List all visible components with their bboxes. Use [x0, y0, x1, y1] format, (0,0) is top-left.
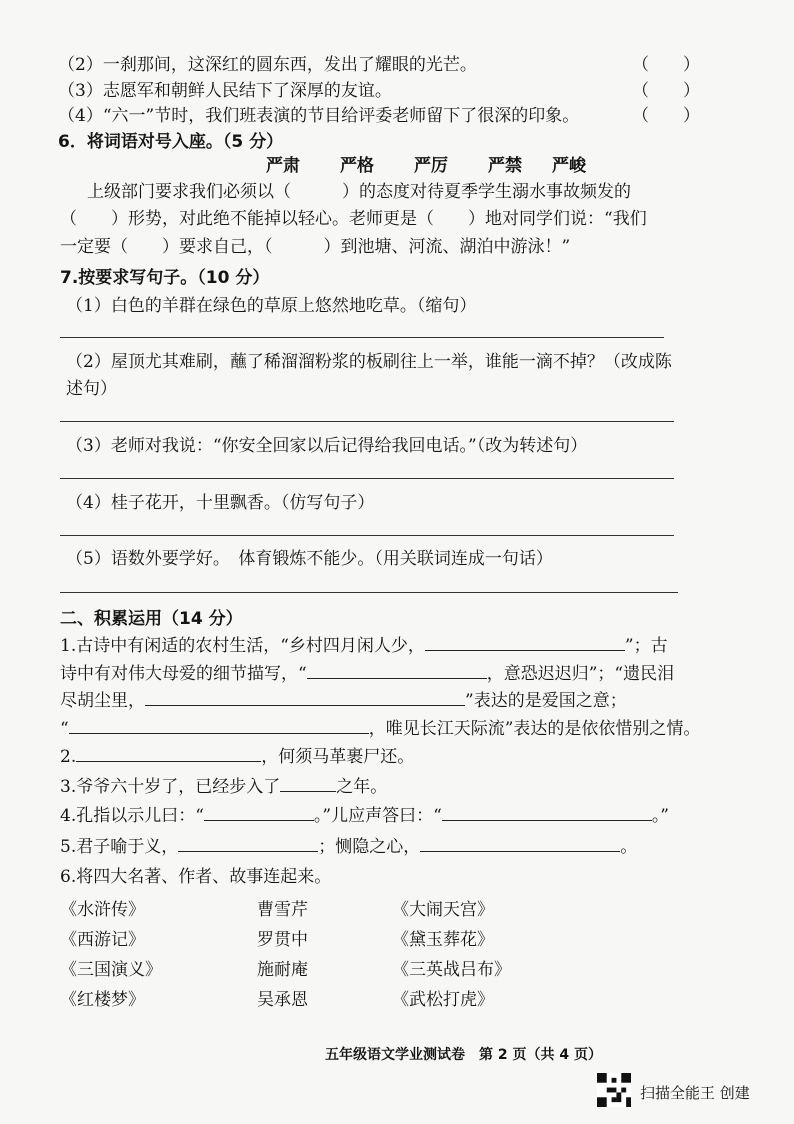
sec2-q1-line-2: 诗中有对伟大母爱的细节描写，“ ，意恐迟迟归”；“遗民泪 — [60, 659, 674, 684]
book-title: 《三国演义》 — [60, 960, 162, 980]
answer-paren: （ ） — [632, 106, 700, 126]
fill-blank — [145, 688, 465, 706]
scanner-watermark: 扫描全能王 创建 — [640, 1084, 750, 1102]
word-option: 严格 — [340, 156, 374, 176]
sec2-q5: 5.君子喻于义， ；恻隐之心， 。 — [60, 832, 637, 857]
sec2-q6: 6.将四大名著、作者、故事连起来。 — [60, 867, 332, 887]
fill-blank — [425, 633, 625, 651]
answer-line — [60, 535, 674, 536]
fill-blank — [76, 744, 261, 762]
story-title: 《大闹天宫》 — [392, 900, 494, 920]
book-title: 《西游记》 — [60, 930, 145, 950]
answer-paren: （ ） — [632, 81, 700, 101]
answer-line — [60, 478, 674, 479]
word-option: 严禁 — [488, 156, 522, 176]
sec2-q4: 4.孔指以示儿曰：“ 。”儿应声答曰：“ 。” — [60, 801, 669, 826]
answer-line — [60, 592, 678, 593]
book-title: 《水浒传》 — [60, 900, 145, 920]
story-title: 《武松打虎》 — [392, 990, 494, 1010]
answer-paren: （ ） — [632, 55, 700, 75]
section-2-title: 二、积累运用（14 分） — [60, 609, 243, 629]
fill-blank — [204, 803, 314, 821]
sec2-q1-line-4: “ ，唯见长江天际流”表达的是依依惜别之情。 — [60, 714, 700, 739]
q6-paragraph-line: （ ）形势，对此绝不能掉以轻心。老师更是（ ）地对同学们说：“我们 — [60, 209, 647, 229]
page-footer: 五年级语文学业测试卷 第 2 页（共 4 页） — [325, 1047, 602, 1063]
fill-blank — [69, 716, 369, 734]
sec2-q1-line-1: 1.古诗中有闲适的农村生活，“乡村四月闲人少， ”；古 — [60, 631, 668, 656]
author-name: 罗贯中 — [257, 930, 308, 950]
q7-item-1: （1）白色的羊群在绿色的草原上悠然地吃草。（缩句） — [66, 296, 477, 316]
author-name: 施耐庵 — [257, 960, 308, 980]
q6-paragraph-line: 一定要（ ）要求自己，（ ）到池塘、河流、湖泊中游泳！” — [60, 237, 571, 257]
q5-item-3: （3）志愿军和朝鲜人民结下了深厚的友谊。 — [58, 81, 392, 101]
sec2-q3: 3.爷爷六十岁了，已经步入了 之年。 — [60, 772, 387, 797]
book-title: 《红楼梦》 — [60, 990, 145, 1010]
sec2-q2: 2. ，何须马革裹尸还。 — [60, 742, 414, 767]
q7-item-4: （4）桂子花开，十里飘香。（仿写句子） — [66, 493, 375, 513]
q7-item-2-cont: 述句） — [66, 379, 117, 399]
fill-blank — [178, 834, 318, 852]
answer-line — [60, 337, 664, 338]
q7-title: 7.按要求写句子。（10 分） — [60, 268, 270, 288]
q5-item-2: （2）一刹那间，这深红的圆东西，发出了耀眼的光芒。 — [58, 55, 477, 75]
fill-blank — [420, 834, 620, 852]
fill-blank — [307, 661, 487, 679]
sec2-q1-line-3: 尽胡尘里， ”表达的是爱国之意； — [60, 686, 627, 711]
word-option: 严肃 — [266, 156, 300, 176]
word-option: 严厉 — [414, 156, 448, 176]
author-name: 吴承恩 — [257, 990, 308, 1010]
answer-line — [60, 421, 674, 422]
q7-item-2: （2）屋顶尤其难刷，蘸了稀溜溜粉浆的板刷往上一举，谁能一滴不掉？（改成陈 — [66, 352, 672, 372]
word-option: 严峻 — [552, 156, 586, 176]
qr-code-icon — [597, 1073, 631, 1107]
story-title: 《三英战吕布》 — [392, 960, 511, 980]
author-name: 曹雪芹 — [257, 900, 308, 920]
q6-paragraph-line: 上级部门要求我们必须以（ ）的态度对待夏季学生溺水事故频发的 — [70, 182, 631, 202]
story-title: 《黛玉葬花》 — [392, 930, 494, 950]
q7-item-3: （3）老师对我说：“你安全回家以后记得给我回电话。”（改为转述句） — [66, 436, 588, 456]
q6-title: 6．将词语对号入座。（5 分） — [58, 132, 284, 152]
q5-item-4: （4）“六一”节时，我们班表演的节目给评委老师留下了很深的印象。 — [58, 106, 580, 126]
fill-blank — [442, 803, 652, 821]
fill-blank — [280, 774, 336, 792]
q7-item-5: （5）语数外要学好。 体育锻炼不能少。（用关联词连成一句话） — [66, 549, 553, 569]
